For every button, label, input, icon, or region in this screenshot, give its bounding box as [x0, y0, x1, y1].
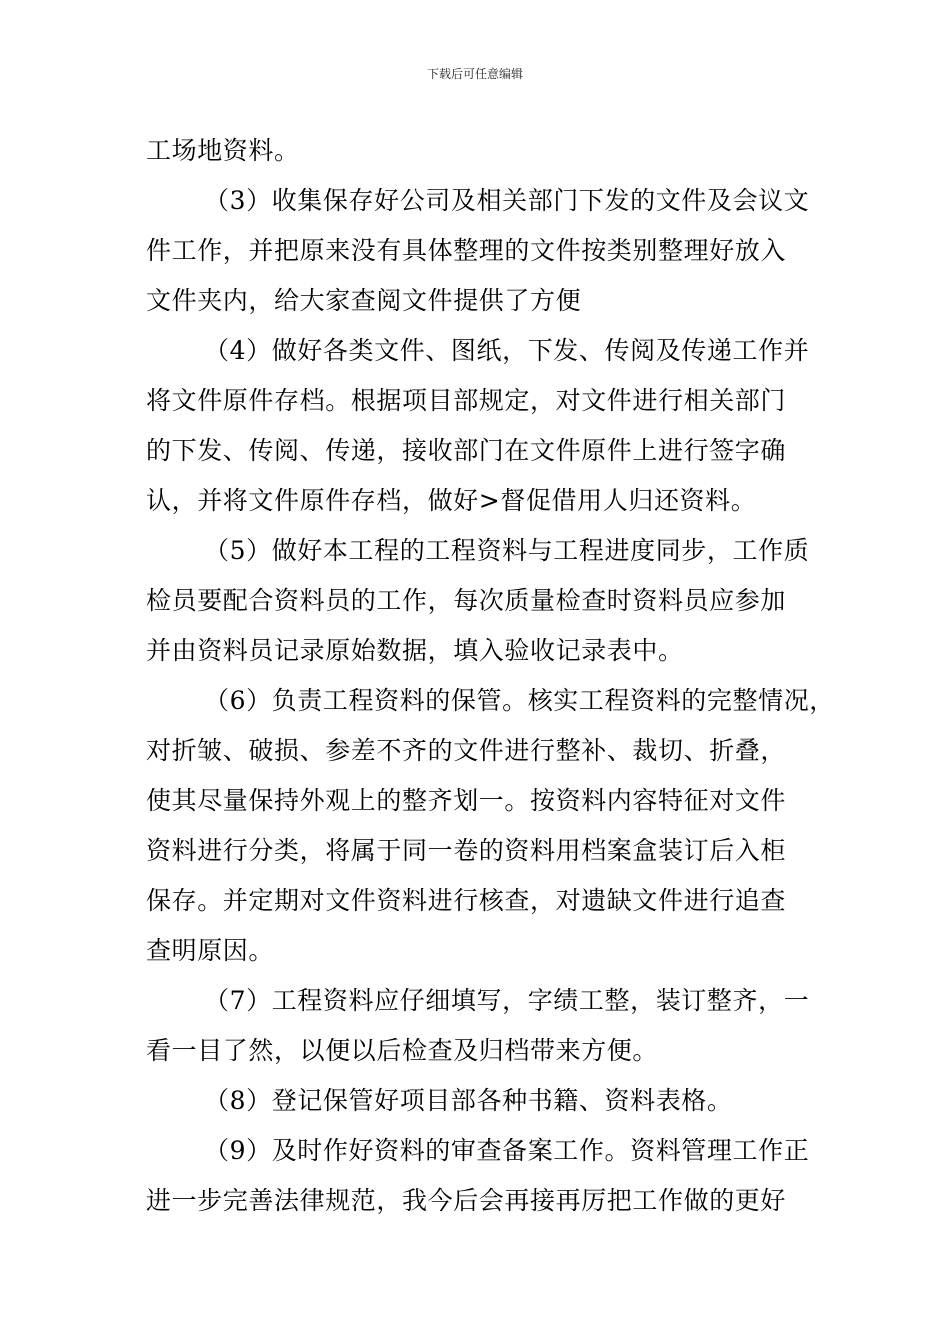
page-header: 下载后可任意编辑 — [426, 67, 523, 81]
text-line: 进一步完善法律规范，我今后会再接再厉把工作做的更好 — [146, 1186, 787, 1215]
text-line: 使其尽量保持外观上的整齐划一。按资料内容特征对文件 — [146, 786, 787, 815]
paragraph-start-line: （7）工程资料应仔细填写，字绩工整，装订整齐，一 — [204, 986, 810, 1015]
text-line: 认，并将文件原件存档，做好>督促借用人归还资料。 — [146, 486, 757, 515]
paragraph-start-line: （5）做好本工程的工程资料与工程进度同步，工作质 — [204, 536, 810, 565]
text-line: 工场地资料。 — [146, 136, 300, 165]
paragraph-start-line: （4）做好各类文件、图纸，下发、传阅及传递工作并 — [204, 336, 810, 365]
text-line: 保存。并定期对文件资料进行核查，对遗缺文件进行追查 — [146, 886, 787, 915]
text-line: 文件夹内，给大家查阅文件提供了方便 — [146, 286, 582, 315]
text-line: 对折皱、破损、参差不齐的文件进行整补、裁切、折叠， — [146, 736, 787, 765]
paragraph-start-line: （3）收集保存好公司及相关部门下发的文件及会议文 — [204, 186, 810, 215]
paragraph-start-line: （8）登记保管好项目部各种书籍、资料表格。 — [204, 1086, 733, 1115]
text-line: 看一目了然，以便以后检查及归档带来方便。 — [146, 1036, 659, 1065]
text-line: 查明原因。 — [146, 936, 275, 965]
document-body — [146, 126, 835, 1226]
text-line: 的下发、传阅、传递，接收部门在文件原件上进行签字确 — [146, 436, 787, 465]
paragraph-start-line: （6）负责工程资料的保管。核实工程资料的完整情况， — [204, 686, 835, 715]
paragraph-start-line: （9）及时作好资料的审查备案工作。资料管理工作正 — [204, 1136, 810, 1165]
text-line: 检员要配合资料员的工作，每次质量检查时资料员应参加 — [146, 586, 787, 615]
text-line: 资料进行分类，将属于同一卷的资料用档案盒装订后入柜 — [146, 836, 787, 865]
text-line: 并由资料员记录原始数据，填入验收记录表中。 — [146, 636, 684, 665]
text-line: 将文件原件存档。根据项目部规定，对文件进行相关部门 — [146, 386, 787, 415]
text-line: 件工作，并把原来没有具体整理的文件按类别整理好放入 — [146, 236, 787, 265]
